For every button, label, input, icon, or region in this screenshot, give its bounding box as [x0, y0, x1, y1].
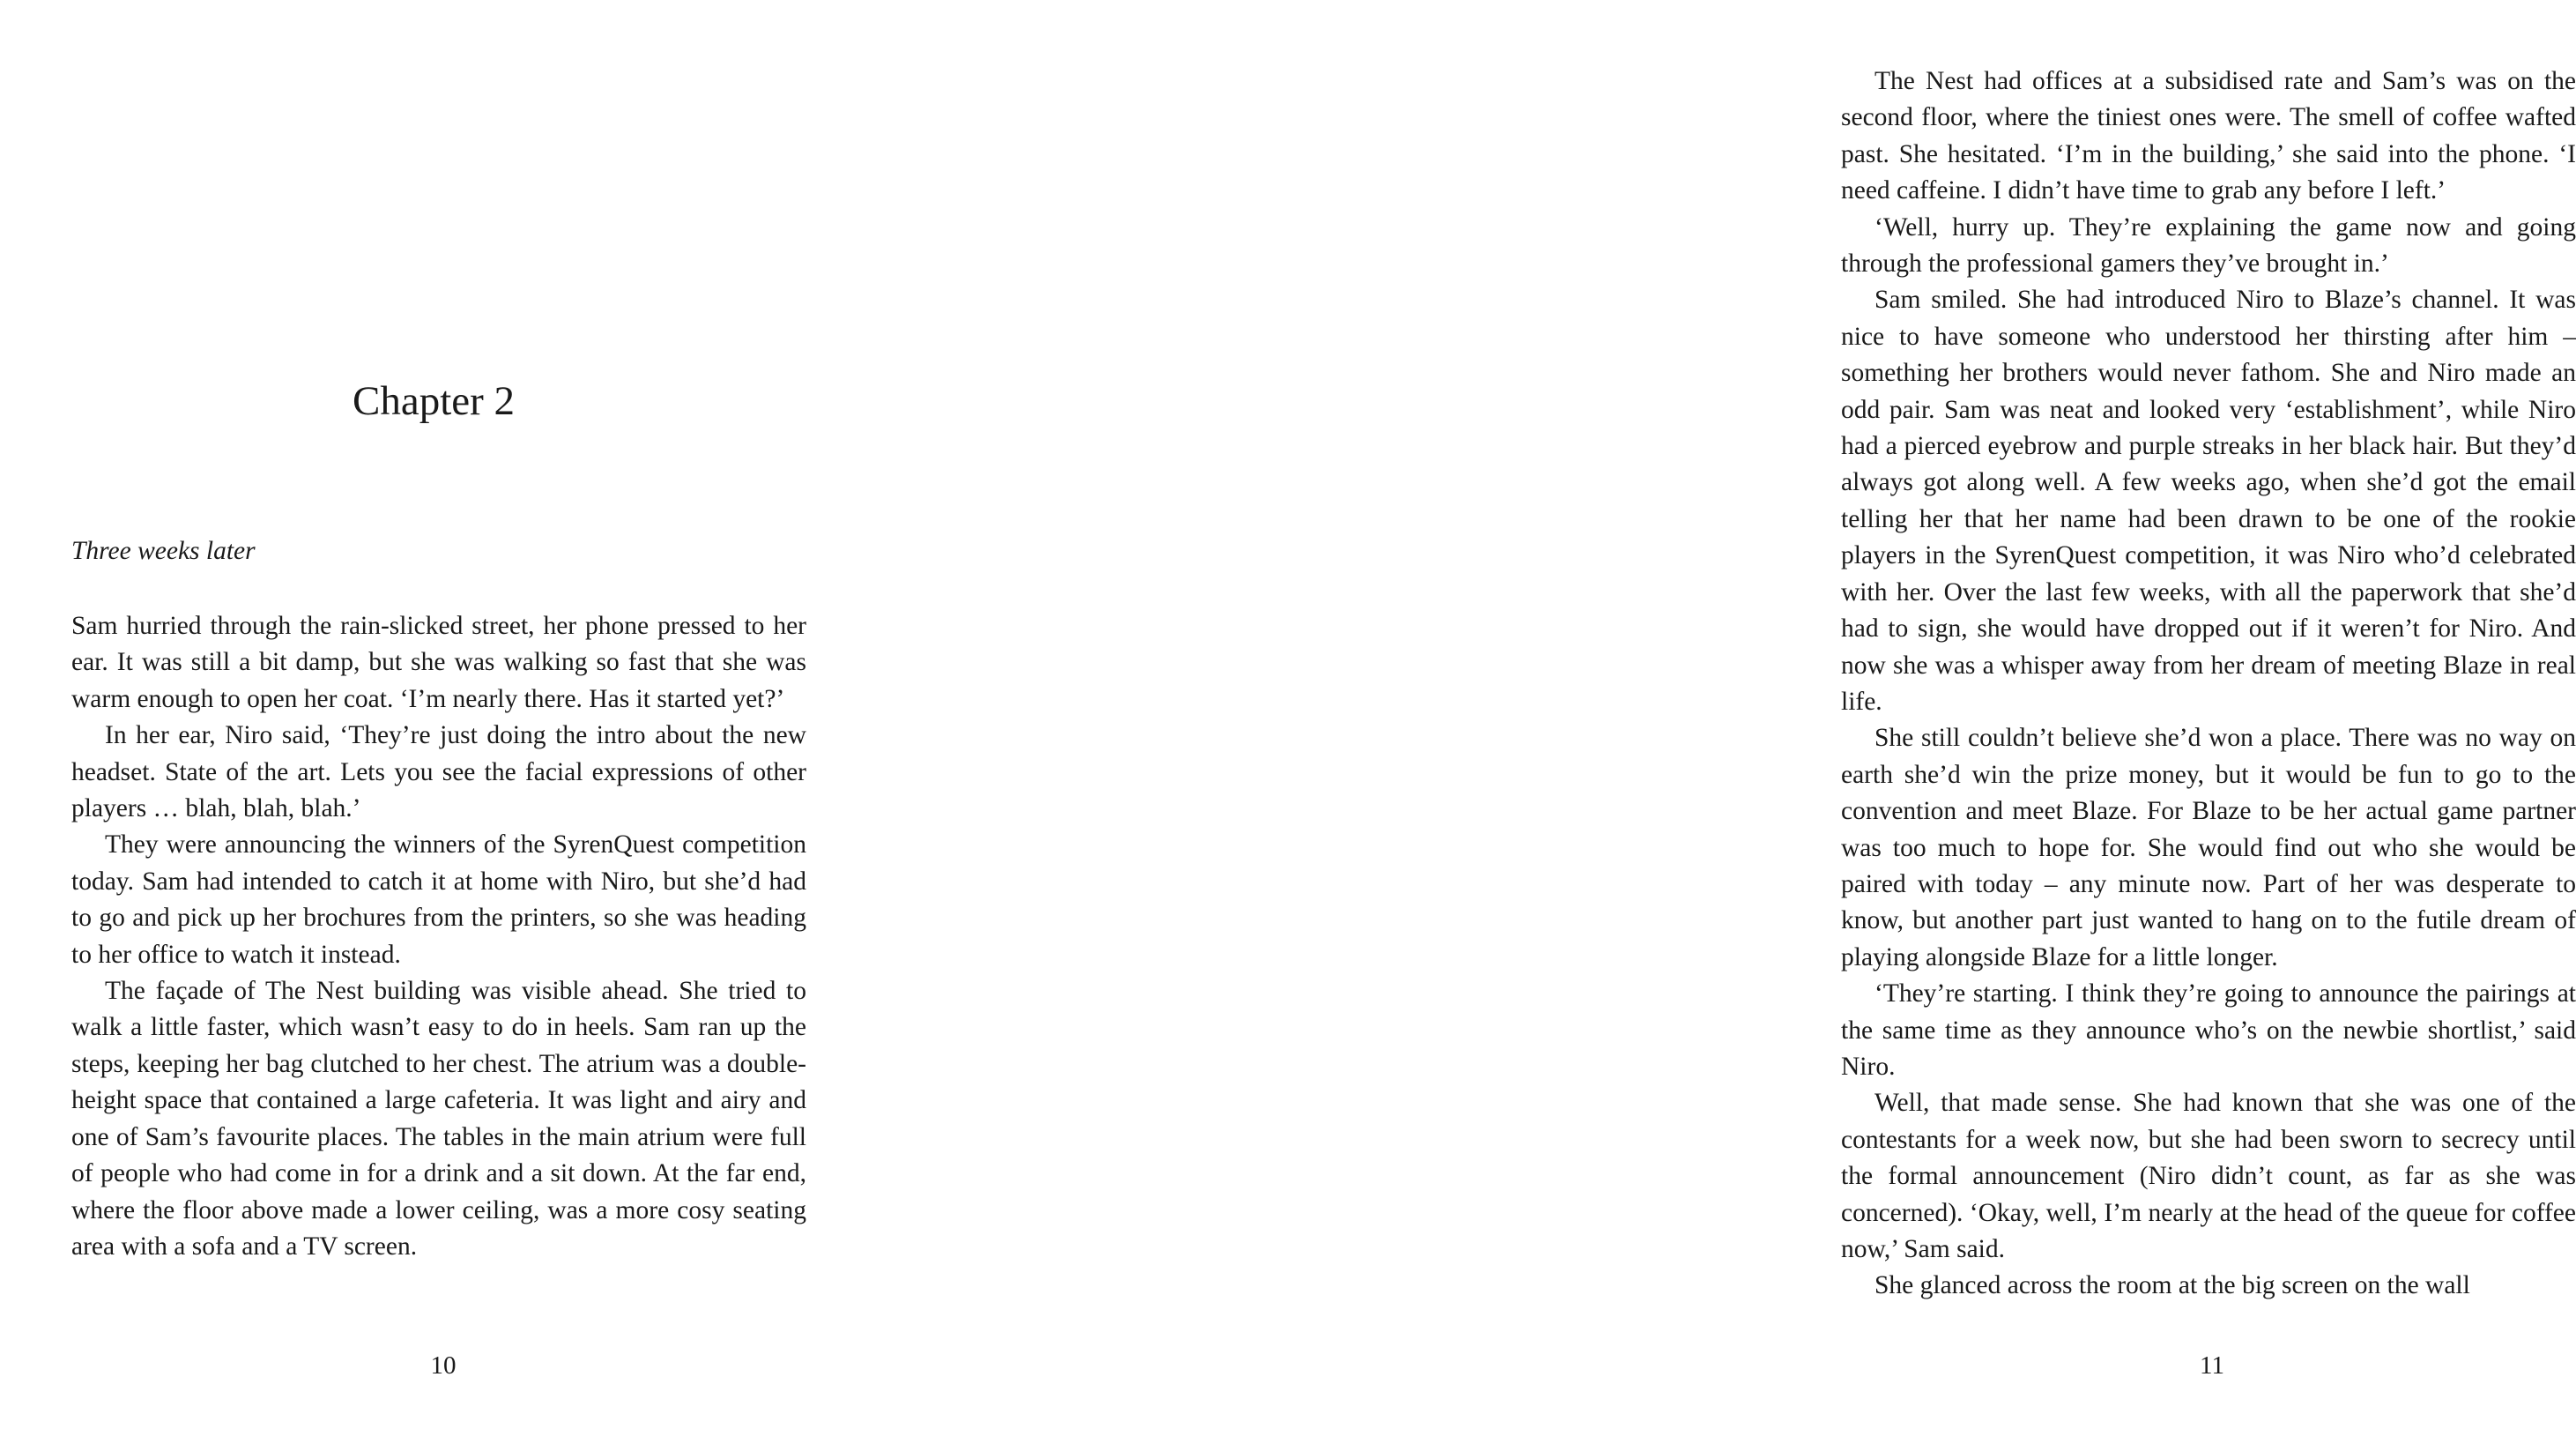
paragraph: ‘Well, hurry up. They’re explaining the game now and going through the professional gamers they’ve brought in.’: [1841, 212, 2576, 279]
paragraph: She glanced across the room at the big screen on the wall: [1874, 1271, 2470, 1300]
page-number: 10: [430, 1351, 457, 1380]
left-body-text: [71, 608, 806, 1265]
paragraph: She still couldn’t believe she’d won a place. There was no way on earth she’d win the prize money, but it would be fun to go to the convention and meet Blaze. For Blaze to be her actual game partner was too much to hope for. She would find out who she would be paired with today – any minute now. Part of her was desperate to know, but another part just wanted to hang on to the futile dream of playing alongside Blaze for a little longer.: [1841, 724, 2576, 971]
paragraph: In her ear, Niro said, ‘They’re just doing the intro about the new headset. State of the art. Lets you see the facial expressions of other players … blah, blah, blah.’: [71, 721, 806, 823]
paragraph: Well, that made sense. She had known that she was one of the contestants for a week now, but she had been sworn to secrecy until the formal announcement (Niro didn’t count, as far as she was concerned). ‘Okay, well, I’m nearly at the head of the queue for coffee now,’ Sam said.: [1841, 1089, 2576, 1263]
right-body-text: [1841, 63, 2576, 1305]
paragraph: Sam hurried through the rain-slicked street, her phone pressed to her ear. It was still a bit damp, but she was walking so fast that she was warm enough to open her coat. ‘I’m nearly there. Has it started yet?’: [71, 612, 806, 713]
right-page: [881, 0, 2576, 1429]
left-page: [0, 0, 881, 1429]
paragraph: The façade of The Nest building was visible ahead. She tried to walk a little faster, which wasn’t easy to do in heels. Sam ran up the steps, keeping her bag clutched to her chest. The atrium was a double-height space that contained a large cafeteria. It was light and airy and one of Sam’s favourite places. The tables in the main atrium were full of people who had come in for a drink and a sit down. At the far end, where the floor above made a lower ceiling, was a more cosy seating area with a sofa and a TV screen.: [71, 977, 806, 1261]
chapter-title: Chapter 2: [352, 378, 516, 424]
paragraph: Sam smiled. She had introduced Niro to Blaze’s channel. It was nice to have someone who understood her thirsting after him – something her brothers would never fathom. She and Niro made an odd pair. Sam was neat and looked very ‘establishment’, while Niro had a pierced eyebrow and purple streaks in her black hair. But they’d always got along well. A few weeks ago, when she’d got the email telling her that her name had been drawn to be one of the rookie players in the SyrenQuest competition, it was Niro who’d celebrated with her. Over the last few weeks, with all the paperwork that she’d had to sign, she would have dropped out if it weren’t for Niro. And now she was a whisper away from her dream of meeting Blaze in real life.: [1841, 286, 2576, 716]
paragraph: The Nest had offices at a subsidised rate and Sam’s was on the second floor, where the tiniest ones were. The smell of coffee wafted past. She hesitated. ‘I’m in the building,’ she said into the phone. ‘I need caffeine. I didn’t have time to grab any before I left.’: [1841, 67, 2576, 205]
page-number: 11: [2200, 1351, 2224, 1380]
paragraph: They were announcing the winners of the SyrenQuest competition today. Sam had intended to catch it at home with Niro, but she’d had to go and pick up her brochures from the printers, so she was heading to her office to watch it instead.: [71, 830, 806, 969]
time-note: Three weeks later: [71, 537, 256, 565]
paragraph: ‘They’re starting. I think they’re going to announce the pairings at the same time as they announce who’s on the newbie shortlist,’ said Niro.: [1841, 979, 2576, 1081]
